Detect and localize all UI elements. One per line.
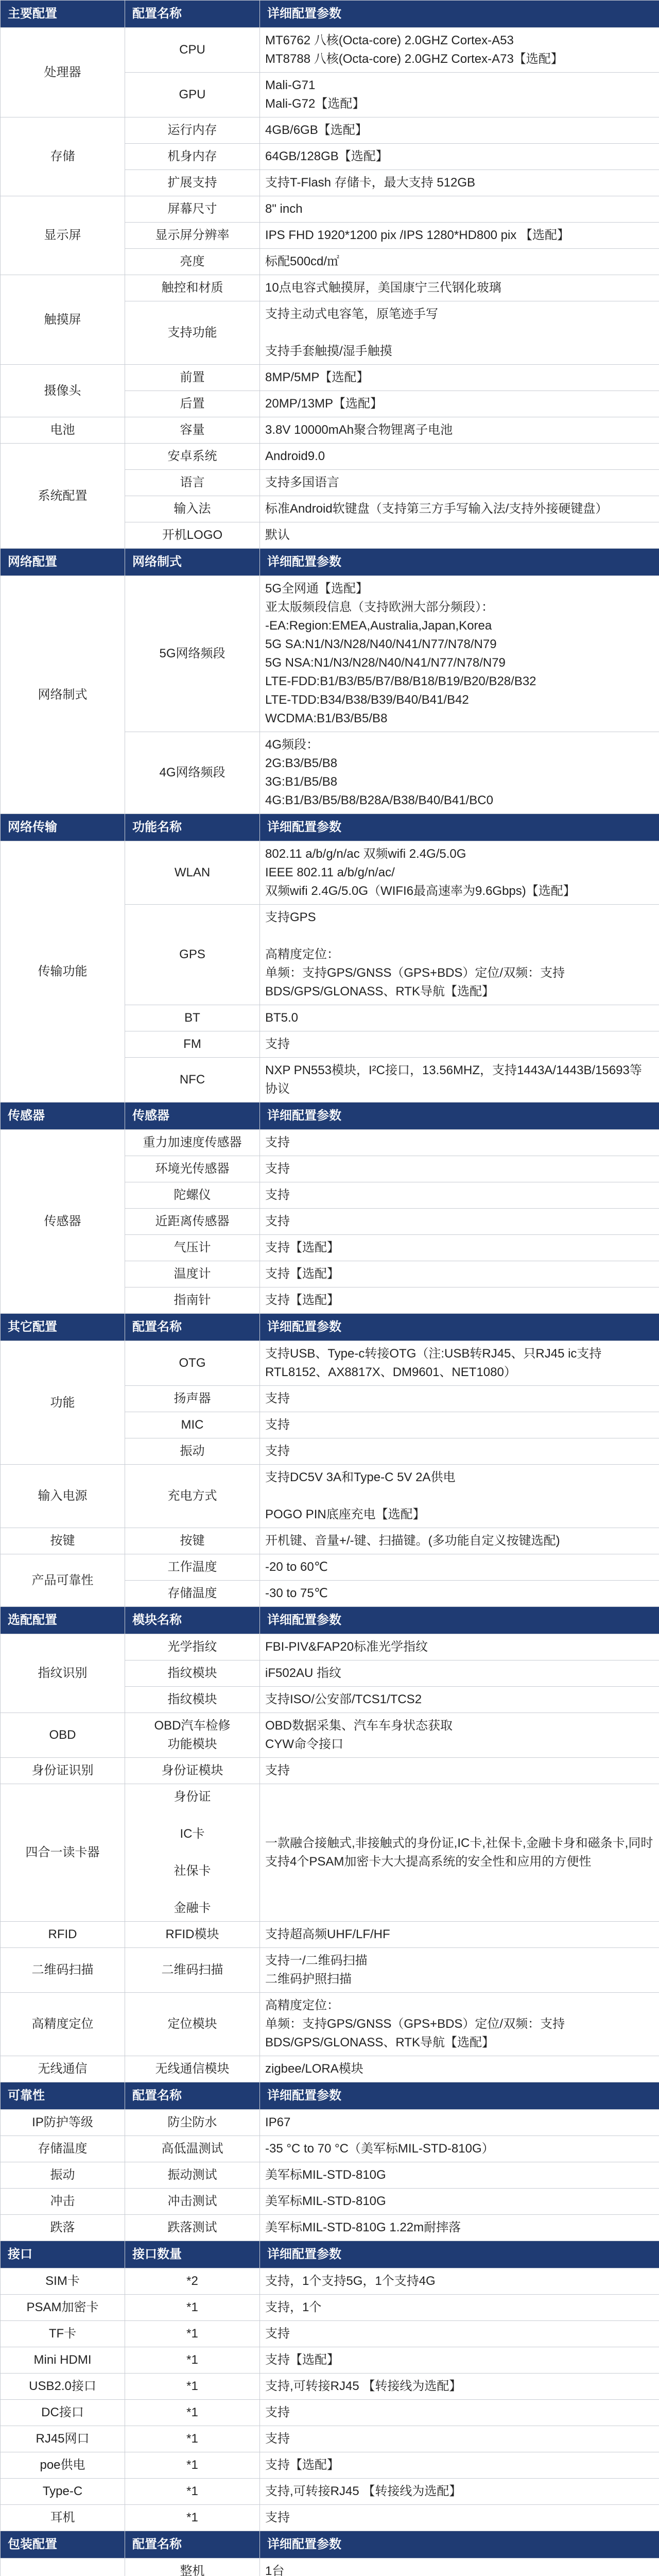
item-name-cell: 无线通信模块 — [125, 2056, 260, 2082]
section-title: 主要配置 — [1, 1, 125, 28]
item-name-cell: 指纹模块 — [125, 1687, 260, 1713]
category-cell: USB2.0接口 — [1, 2374, 125, 2400]
category-cell: PSAM加密卡 — [1, 2295, 125, 2321]
category-cell: 电池 — [1, 417, 125, 444]
item-value-cell: 10点电容式触摸屏，美国康宁三代钢化玻璃 — [260, 275, 659, 301]
item-value-cell: 支持,可转接RJ45 【转接线为选配】 — [260, 2479, 659, 2505]
item-name-cell: 后置 — [125, 391, 260, 417]
section-header-row — [1, 1, 659, 28]
column-header-name: 配置名称 — [125, 2531, 260, 2558]
item-name-cell: 温度计 — [125, 1261, 260, 1287]
item-name-cell: 存储温度 — [125, 1581, 260, 1607]
item-value-cell: 开机键、音量+/-键、扫描键。(多功能自定义按键选配) — [260, 1528, 659, 1554]
item-name-cell: GPS — [125, 905, 260, 1005]
table-row — [1, 1713, 659, 1758]
item-value-cell: Android9.0 — [260, 444, 659, 470]
category-cell: 传感器 — [1, 1130, 125, 1314]
item-name-cell: 环境光传感器 — [125, 1156, 260, 1182]
table-row — [1, 2452, 659, 2479]
item-name-cell: 运行内存 — [125, 117, 260, 144]
category-cell: 按键 — [1, 1528, 125, 1554]
item-name-cell: CPU — [125, 28, 260, 73]
category-cell: 振动 — [1, 2162, 125, 2189]
item-value-cell: 支持 — [260, 2400, 659, 2426]
item-value-cell: 支持，1个支持5G，1个支持4G — [260, 2268, 659, 2295]
item-value-cell: 支持【选配】 — [260, 2452, 659, 2479]
item-name-cell: 开机LOGO — [125, 522, 260, 549]
table-row — [1, 2321, 659, 2347]
item-name-cell: 振动测试 — [125, 2162, 260, 2189]
item-value-cell: 支持，1个 — [260, 2295, 659, 2321]
table-row — [1, 2426, 659, 2452]
item-name-cell: MIC — [125, 1412, 260, 1438]
item-value-cell: OBD数据采集、汽车车身状态获取 CYW命令接口 — [260, 1713, 659, 1758]
item-value-cell: 支持ISO/公安部/TCS1/TCS2 — [260, 1687, 659, 1713]
table-row — [1, 1528, 659, 1554]
item-name-cell: 亮度 — [125, 249, 260, 275]
table-row — [1, 2189, 659, 2215]
table-row — [1, 1758, 659, 1784]
item-value-cell: 标准Android软键盘（支持第三方手写输入法/支持外接硬键盘） — [260, 496, 659, 522]
item-value-cell: zigbee/LORA模块 — [260, 2056, 659, 2082]
category-cell: 功能 — [1, 1341, 125, 1465]
item-name-cell: 定位模块 — [125, 1993, 260, 2056]
category-cell: 摄像头 — [1, 365, 125, 417]
item-value-cell: 支持主动式电容笔，原笔迹手写 支持手套触摸/湿手触摸 — [260, 301, 659, 365]
item-name-cell: 屏幕尺寸 — [125, 196, 260, 223]
item-name-cell: 整机 — [125, 2558, 260, 2576]
category-cell: DC接口 — [1, 2400, 125, 2426]
item-value-cell: 支持 — [260, 1209, 659, 1235]
category-cell: poe供电 — [1, 2452, 125, 2479]
section-title: 网络传输 — [1, 814, 125, 841]
item-name-cell: 支持功能 — [125, 301, 260, 365]
category-cell — [1, 2558, 125, 2576]
item-value-cell: 802.11 a/b/g/n/ac 双频wifi 2.4G/5.0G IEEE 802.11 a/b/g/n/ac/ 双频wifi 2.4G/5.0G（WIFI6最高速率为9.6Gbps)【选配】 — [260, 841, 659, 905]
item-value-cell: 支持T-Flash 存储卡，最大支持 512GB — [260, 170, 659, 196]
item-name-cell: 工作温度 — [125, 1554, 260, 1581]
column-header-name: 接口数量 — [125, 2241, 260, 2268]
table-row — [1, 444, 659, 470]
category-cell: 二维码扫描 — [1, 1948, 125, 1993]
column-header-detail: 详细配置参数 — [260, 549, 659, 576]
item-value-cell: 支持 — [260, 1156, 659, 1182]
item-name-cell: GPU — [125, 73, 260, 117]
section-title: 可靠性 — [1, 2082, 125, 2110]
item-name-cell: *1 — [125, 2374, 260, 2400]
table-row — [1, 2505, 659, 2531]
item-value-cell: 8MP/5MP【选配】 — [260, 365, 659, 391]
item-value-cell: 20MP/13MP【选配】 — [260, 391, 659, 417]
item-name-cell: *1 — [125, 2295, 260, 2321]
table-row — [1, 417, 659, 444]
item-value-cell: 美军标MIL-STD-810G — [260, 2162, 659, 2189]
item-value-cell: 支持一/二维码扫描 二维码护照扫描 — [260, 1948, 659, 1993]
item-name-cell: 输入法 — [125, 496, 260, 522]
item-name-cell: 指纹模块 — [125, 1660, 260, 1687]
table-row — [1, 1465, 659, 1528]
item-name-cell: WLAN — [125, 841, 260, 905]
section-title: 网络配置 — [1, 549, 125, 576]
item-name-cell: 触控和材质 — [125, 275, 260, 301]
table-row — [1, 1341, 659, 1386]
column-header-detail: 详细配置参数 — [260, 2241, 659, 2268]
category-cell: 存储 — [1, 117, 125, 196]
item-value-cell: 一款融合接触式,非接触式的身份证,IC卡,社保卡,金融卡身和磁条卡,同时支持4个PSAM加密卡大大提高系统的安全性和应用的方便性 — [260, 1784, 659, 1922]
table-row — [1, 2295, 659, 2321]
item-name-cell: 身份证 IC卡 社保卡 金融卡 — [125, 1784, 260, 1922]
item-name-cell: 重力加速度传感器 — [125, 1130, 260, 1156]
table-row — [1, 2347, 659, 2374]
table-row — [1, 2479, 659, 2505]
item-name-cell: 近距离传感器 — [125, 1209, 260, 1235]
spec-table-body — [1, 1, 659, 2576]
table-row — [1, 2162, 659, 2189]
item-value-cell: Mali-G71 Mali-G72【选配】 — [260, 73, 659, 117]
table-row — [1, 365, 659, 391]
item-value-cell: IP67 — [260, 2110, 659, 2136]
column-header-detail: 详细配置参数 — [260, 1103, 659, 1130]
item-name-cell: 安卓系统 — [125, 444, 260, 470]
item-value-cell: 支持【选配】 — [260, 1235, 659, 1261]
item-value-cell: 支持,可转接RJ45 【转接线为选配】 — [260, 2374, 659, 2400]
table-row — [1, 576, 659, 732]
column-header-name: 功能名称 — [125, 814, 260, 841]
item-name-cell: *1 — [125, 2452, 260, 2479]
category-cell: OBD — [1, 1713, 125, 1758]
table-row — [1, 1922, 659, 1948]
item-value-cell: iF502AU 指纹 — [260, 1660, 659, 1687]
section-title: 选配配置 — [1, 1607, 125, 1634]
section-header-row — [1, 1607, 659, 1634]
category-cell: 跌落 — [1, 2215, 125, 2241]
section-header-row — [1, 2531, 659, 2558]
table-row — [1, 275, 659, 301]
table-row — [1, 2056, 659, 2082]
item-name-cell: 按键 — [125, 1528, 260, 1554]
item-value-cell: FBI-PIV&FAP20标准光学指纹 — [260, 1634, 659, 1660]
table-row — [1, 2268, 659, 2295]
section-title: 传感器 — [1, 1103, 125, 1130]
item-name-cell: 扩展支持 — [125, 170, 260, 196]
category-cell: 显示屏 — [1, 196, 125, 275]
item-name-cell: 气压计 — [125, 1235, 260, 1261]
item-name-cell: RFID模块 — [125, 1922, 260, 1948]
column-header-name: 模块名称 — [125, 1607, 260, 1634]
section-title: 其它配置 — [1, 1314, 125, 1341]
column-header-detail: 详细配置参数 — [260, 1314, 659, 1341]
item-name-cell: BT — [125, 1005, 260, 1031]
section-header-row — [1, 549, 659, 576]
item-value-cell: 支持USB、Type-c转接OTG（注:USB转RJ45、只RJ45 ic支持RTL8152、AX8817X、DM9601、NET1080） — [260, 1341, 659, 1386]
item-name-cell: 二维码扫描 — [125, 1948, 260, 1993]
item-name-cell: 容量 — [125, 417, 260, 444]
category-cell: 存储温度 — [1, 2136, 125, 2162]
item-name-cell: *1 — [125, 2505, 260, 2531]
item-name-cell: *2 — [125, 2268, 260, 2295]
item-value-cell: 支持【选配】 — [260, 1261, 659, 1287]
item-value-cell: -20 to 60℃ — [260, 1554, 659, 1581]
category-cell: 高精度定位 — [1, 1993, 125, 2056]
category-cell: TF卡 — [1, 2321, 125, 2347]
table-row — [1, 2558, 659, 2576]
item-name-cell: 5G网络频段 — [125, 576, 260, 732]
item-value-cell: 3.8V 10000mAh聚合物锂离子电池 — [260, 417, 659, 444]
section-header-row — [1, 814, 659, 841]
item-value-cell: 支持GPS 高精度定位： 单频：支持GPS/GNSS（GPS+BDS）定位/双频：支持BDS/GPS/GLONASS、RTK导航【选配】 — [260, 905, 659, 1005]
item-value-cell: MT6762 八核(Octa-core) 2.0GHZ Cortex-A53 MT8788 八核(Octa-core) 2.0GHZ Cortex-A73【选配】 — [260, 28, 659, 73]
table-row — [1, 2374, 659, 2400]
item-value-cell: 64GB/128GB【选配】 — [260, 144, 659, 170]
item-value-cell: 支持【选配】 — [260, 2347, 659, 2374]
table-row — [1, 1784, 659, 1922]
item-value-cell: 8" inch — [260, 196, 659, 223]
item-name-cell: OTG — [125, 1341, 260, 1386]
item-name-cell: 扬声器 — [125, 1386, 260, 1412]
category-cell: RFID — [1, 1922, 125, 1948]
item-name-cell: 显示屏分辨率 — [125, 223, 260, 249]
column-header-name: 网络制式 — [125, 549, 260, 576]
section-title: 包装配置 — [1, 2531, 125, 2558]
item-name-cell: 指南针 — [125, 1287, 260, 1314]
item-name-cell: 跌落测试 — [125, 2215, 260, 2241]
column-header-detail: 详细配置参数 — [260, 1607, 659, 1634]
item-value-cell: 5G全网通【选配】 亚太版频段信息（支持欧洲大部分频段）： -EA:Region:EMEA,Australia,Japan,Korea 5G SA:N1/N3/N28/N40/N41/N77/N78/N79 5G NSA:N1/N3/N28/N40/N41/N77/N78/N79 LTE-FDD:B1/B3/B5/B7/B8/B18/B19/B20/B28/B32 LTE-TDD:B34/B38/B39/B40/B41/B42 WCDMA:B1/B3/B5/B8 — [260, 576, 659, 732]
item-value-cell: 美军标MIL-STD-810G 1.22m耐摔落 — [260, 2215, 659, 2241]
table-row — [1, 1993, 659, 2056]
category-cell: 指纹识别 — [1, 1634, 125, 1713]
category-cell: 系统配置 — [1, 444, 125, 549]
section-title: 接口 — [1, 2241, 125, 2268]
item-value-cell: 支持 — [260, 2426, 659, 2452]
table-row — [1, 1130, 659, 1156]
category-cell: RJ45网口 — [1, 2426, 125, 2452]
item-value-cell: 支持 — [260, 2505, 659, 2531]
category-cell: 耳机 — [1, 2505, 125, 2531]
section-header-row — [1, 1103, 659, 1130]
item-name-cell: 陀螺仪 — [125, 1182, 260, 1209]
column-header-detail: 详细配置参数 — [260, 814, 659, 841]
item-name-cell: 身份证模块 — [125, 1758, 260, 1784]
item-value-cell: 支持 — [260, 1130, 659, 1156]
category-cell: 无线通信 — [1, 2056, 125, 2082]
item-value-cell: 1台 — [260, 2558, 659, 2576]
category-cell: 传输功能 — [1, 841, 125, 1103]
column-header-name: 配置名称 — [125, 1314, 260, 1341]
item-name-cell: 充电方式 — [125, 1465, 260, 1528]
item-name-cell: FM — [125, 1031, 260, 1058]
table-row — [1, 1634, 659, 1660]
item-value-cell: 4G频段： 2G:B3/B5/B8 3G:B1/B5/B8 4G:B1/B3/B5/B8/B28A/B38/B40/B41/BC0 — [260, 732, 659, 814]
item-name-cell: 前置 — [125, 365, 260, 391]
category-cell: 四合一读卡器 — [1, 1784, 125, 1922]
category-cell: 处理器 — [1, 28, 125, 117]
category-cell: 网络制式 — [1, 576, 125, 814]
table-row — [1, 1554, 659, 1581]
category-cell: SIM卡 — [1, 2268, 125, 2295]
item-value-cell: 4GB/6GB【选配】 — [260, 117, 659, 144]
item-value-cell: NXP PN553模块，I²C接口，13.56MHZ，支持1443A/1443B/15693等协议 — [260, 1058, 659, 1103]
item-value-cell: 支持 — [260, 1386, 659, 1412]
column-header-detail: 详细配置参数 — [260, 2082, 659, 2110]
item-name-cell: *1 — [125, 2400, 260, 2426]
table-row — [1, 117, 659, 144]
column-header-name: 配置名称 — [125, 2082, 260, 2110]
item-name-cell: *1 — [125, 2426, 260, 2452]
column-header-name: 配置名称 — [125, 1, 260, 28]
item-name-cell: 光学指纹 — [125, 1634, 260, 1660]
table-row — [1, 2110, 659, 2136]
item-value-cell: -35 °C to 70 °C（美军标MIL-STD-810G） — [260, 2136, 659, 2162]
item-value-cell: 高精度定位： 单频：支持GPS/GNSS（GPS+BDS）定位/双频：支持BDS/GPS/GLONASS、RTK导航【选配】 — [260, 1993, 659, 2056]
table-row — [1, 1948, 659, 1993]
table-row — [1, 2136, 659, 2162]
table-row — [1, 28, 659, 73]
category-cell: 产品可靠性 — [1, 1554, 125, 1607]
category-cell: 触摸屏 — [1, 275, 125, 365]
category-cell: IP防护等级 — [1, 2110, 125, 2136]
section-header-row — [1, 2241, 659, 2268]
item-value-cell: IPS FHD 1920*1200 pix /IPS 1280*HD800 pix 【选配】 — [260, 223, 659, 249]
table-row — [1, 2215, 659, 2241]
category-cell: 冲击 — [1, 2189, 125, 2215]
item-value-cell: 默认 — [260, 522, 659, 549]
item-value-cell: 支持 — [260, 1438, 659, 1465]
item-name-cell: 4G网络频段 — [125, 732, 260, 814]
item-name-cell: 防尘防水 — [125, 2110, 260, 2136]
item-value-cell: 美军标MIL-STD-810G — [260, 2189, 659, 2215]
section-header-row — [1, 2082, 659, 2110]
item-name-cell: 振动 — [125, 1438, 260, 1465]
item-value-cell: 支持 — [260, 1758, 659, 1784]
section-header-row — [1, 1314, 659, 1341]
table-row — [1, 841, 659, 905]
item-name-cell: *1 — [125, 2347, 260, 2374]
item-value-cell: 支持多国语言 — [260, 470, 659, 496]
item-value-cell: 支持 — [260, 1412, 659, 1438]
category-cell: Mini HDMI — [1, 2347, 125, 2374]
item-name-cell: *1 — [125, 2321, 260, 2347]
item-value-cell: -30 to 75℃ — [260, 1581, 659, 1607]
item-name-cell: OBD汽车检修 功能模块 — [125, 1713, 260, 1758]
item-value-cell: BT5.0 — [260, 1005, 659, 1031]
item-name-cell: *1 — [125, 2479, 260, 2505]
column-header-name: 传感器 — [125, 1103, 260, 1130]
table-row — [1, 196, 659, 223]
item-value-cell: 支持 — [260, 1182, 659, 1209]
item-value-cell: 支持【选配】 — [260, 1287, 659, 1314]
item-name-cell: 语言 — [125, 470, 260, 496]
item-name-cell: 高低温测试 — [125, 2136, 260, 2162]
item-value-cell: 支持 — [260, 2321, 659, 2347]
category-cell: 输入电源 — [1, 1465, 125, 1528]
item-value-cell: 标配500cd/㎡ — [260, 249, 659, 275]
item-value-cell: 支持DC5V 3A和Type-C 5V 2A供电 POGO PIN底座充电【选配】 — [260, 1465, 659, 1528]
column-header-detail: 详细配置参数 — [260, 1, 659, 28]
item-value-cell: 支持 — [260, 1031, 659, 1058]
item-name-cell: 机身内存 — [125, 144, 260, 170]
item-name-cell: 冲击测试 — [125, 2189, 260, 2215]
category-cell: Type-C — [1, 2479, 125, 2505]
item-name-cell: NFC — [125, 1058, 260, 1103]
item-value-cell: 支持超高频UHF/LF/HF — [260, 1922, 659, 1948]
column-header-detail: 详细配置参数 — [260, 2531, 659, 2558]
table-row — [1, 2400, 659, 2426]
category-cell: 身份证识别 — [1, 1758, 125, 1784]
